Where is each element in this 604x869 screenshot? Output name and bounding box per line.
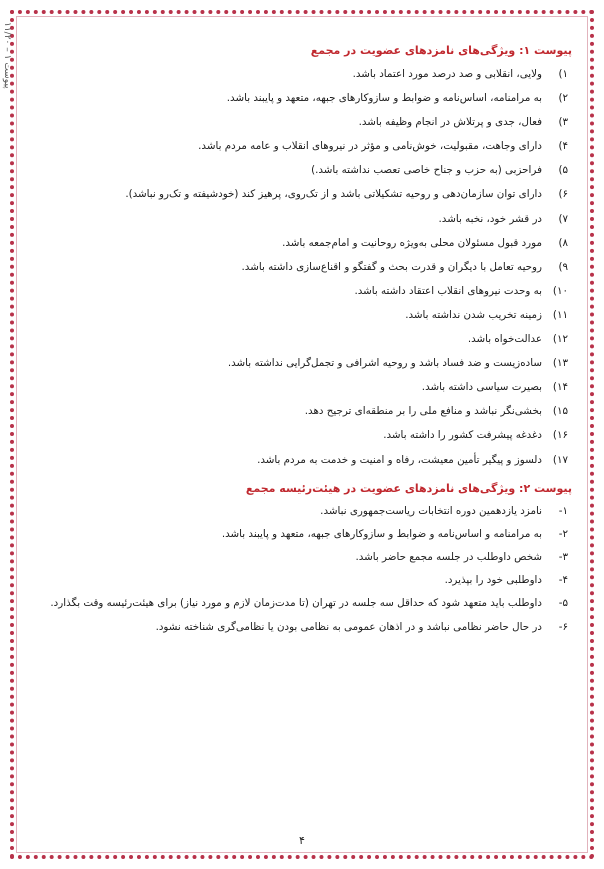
item-number: ۱۶)	[552, 429, 568, 442]
item-text: دلسوز و پیگیر تأمین معیشت، رفاه و امنیت و خدمت به مردم باشد.	[257, 453, 542, 466]
item-number: ۱۲)	[552, 333, 568, 346]
item-text: ساده‌زیست و ضد فساد باشد و روحیه اشرافی و تجمل‌گرایی نداشته باشد.	[227, 357, 542, 370]
item-number: ۷)	[558, 212, 568, 225]
item-text: مورد قبول مسئولان محلی به‌ویژه روحانیت و امام‌جمعه باشد.	[282, 236, 542, 249]
item-text: داوطلبی خود را بپذیرد.	[444, 574, 542, 587]
item-text: داوطلب باید متعهد شود که حداقل سه جلسه در تهران (تا مدت‌زمان لازم و مورد نیاز) برای هیئت‌رئیسه وقت بگذارد.	[50, 597, 542, 610]
list-item	[40, 158, 572, 182]
list-item	[40, 616, 572, 639]
item-number: ۴)	[558, 140, 568, 153]
item-text: به مرامنامه، اساس‌نامه و ضوابط و سازوکارهای جبهه، متعهد و پایبند باشد.	[226, 92, 542, 105]
item-text: به وحدت نیروهای انقلاب اعتقاد داشته باشد.	[354, 284, 542, 297]
item-number: ۹)	[558, 260, 568, 273]
list-item	[40, 569, 572, 592]
list-item	[40, 255, 572, 279]
list-item	[40, 546, 572, 569]
item-number: ۶-	[558, 620, 568, 633]
item-text: ولایی، انقلابی و صد درصد مورد اعتماد باشد.	[352, 68, 542, 80]
side-note: پیوست ۱ – ۱۱/۲۰	[2, 22, 12, 89]
list-item	[40, 351, 572, 375]
item-text: روحیه تعامل با دیگران و قدرت بحث و گفتگو و اقناع‌سازی داشته باشد.	[241, 260, 542, 273]
item-number: ۴-	[558, 574, 568, 587]
list-item	[40, 279, 572, 303]
item-number: ۶)	[558, 188, 568, 201]
list-item	[40, 423, 572, 447]
list-item	[40, 86, 572, 110]
item-text: شخص داوطلب در جلسه مجمع حاضر باشد.	[355, 550, 542, 563]
section-1-list	[40, 62, 572, 472]
item-text: دغدغه پیشرفت کشور را داشته باشد.	[383, 429, 542, 442]
list-item	[40, 62, 572, 86]
item-number: ۲)	[558, 92, 568, 105]
item-text: نامزد یازدهمین دوره انتخابات ریاست‌جمهوری نباشد.	[320, 504, 542, 517]
section-2-title: پیوست ۲: ویژگی‌های نامزدهای عضویت در هیئت‌رئیسه مجمع	[245, 481, 572, 495]
list-item	[40, 207, 572, 231]
section-2-list	[40, 500, 572, 639]
item-number: ۱۷)	[552, 453, 568, 466]
item-number: ۵)	[558, 164, 568, 177]
document-body	[40, 40, 572, 639]
item-text: در قشر خود، نخبه باشد.	[438, 212, 542, 225]
list-item	[40, 303, 572, 327]
item-number: ۳)	[558, 116, 568, 129]
list-item	[40, 134, 572, 158]
list-item	[40, 523, 572, 546]
page-number: ۴	[299, 834, 305, 847]
item-text: بصیرت سیاسی داشته باشد.	[421, 381, 542, 394]
list-item	[40, 110, 572, 134]
item-text: عدالت‌خواه باشد.	[467, 333, 542, 346]
section-1-title: پیوست ۱: ویژگی‌های نامزدهای عضویت در مجمع	[310, 44, 572, 57]
item-number: ۵-	[558, 597, 568, 610]
item-text: به مرامنامه و اساس‌نامه و ضوابط و سازوکارهای جبهه، متعهد و پایبند باشد.	[221, 527, 542, 540]
item-number: ۱۳)	[552, 357, 568, 370]
item-text: فراحزبی (به حزب و جناح خاصی تعصب نداشته باشد.)	[311, 164, 542, 177]
item-text: دارای وجاهت، مقبولیت، خوش‌نامی و مؤثر در نیروهای انقلاب و عامه مردم باشد.	[198, 140, 542, 153]
list-item	[40, 399, 572, 423]
item-number: ۲-	[558, 527, 568, 540]
item-number: ۱)	[558, 68, 568, 80]
list-item	[40, 182, 572, 206]
item-text: دارای توان سازمان‌دهی و روحیه تشکیلاتی باشد و از تک‌روی، پرهیز کند (خودشیفته و تک‌رو نباشد).	[125, 188, 542, 201]
item-number: ۱۴)	[552, 381, 568, 394]
item-number: ۱۰)	[552, 284, 568, 297]
list-item	[40, 327, 572, 351]
item-number: ۱۵)	[552, 405, 568, 418]
item-text: در حال حاضر نظامی نباشد و در اذهان عمومی به نظامی بودن یا نظامی‌گری شناخته نشود.	[155, 620, 542, 633]
item-number: ۸)	[558, 236, 568, 249]
item-text: بخشی‌نگر نباشد و منافع ملی را بر منطقه‌ای ترجیح دهد.	[304, 405, 542, 418]
list-item	[40, 231, 572, 255]
item-text: فعال، جدی و پرتلاش در انجام وظیفه باشد.	[358, 116, 542, 129]
item-number: ۱۱)	[552, 308, 568, 321]
item-number: ۱-	[558, 504, 568, 517]
list-item	[40, 448, 572, 472]
item-text: زمینه تخریب شدن نداشته باشد.	[405, 308, 542, 321]
list-item	[40, 375, 572, 399]
list-item	[40, 592, 572, 615]
item-number: ۳-	[558, 550, 568, 563]
list-item	[40, 500, 572, 523]
